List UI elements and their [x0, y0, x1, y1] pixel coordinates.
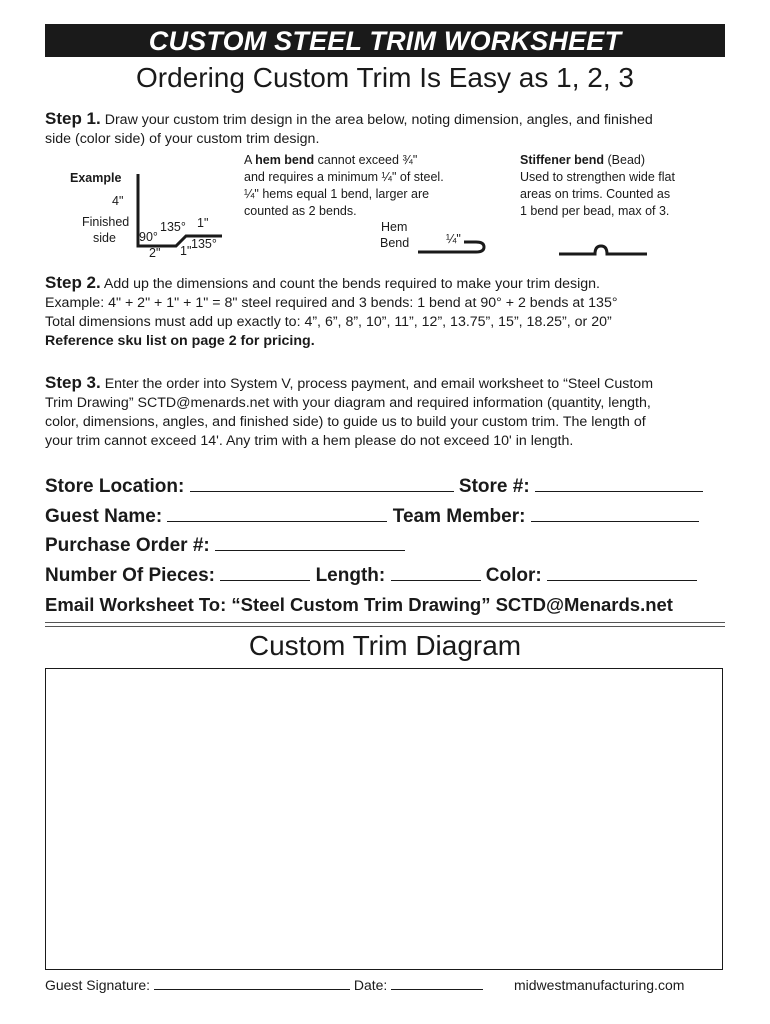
- store-number-label: Store #:: [458, 476, 530, 497]
- step1-text: [45, 109, 735, 149]
- step1-line2: side (color side) of your custom trim design.: [45, 131, 320, 147]
- example-angle-135b: 135°: [191, 237, 217, 251]
- step3-text: Step 3. Enter the order into System V, process payment, and email worksheet to “Steel Custom Trim Drawing” SCTD@menards.net with your diagram and required information (quantity, length, color, dimensions, angles, and finished side) to guide us to build your custom trim. The length of your trim cannot exceed 14'. Any trim with a hem please do not exceed 10' in length.: [45, 373, 654, 449]
- form-row-store: [45, 475, 703, 498]
- team-member-label: Team Member:: [392, 506, 526, 527]
- team-member-field[interactable]: [531, 505, 699, 522]
- number-of-pieces-field[interactable]: [220, 564, 310, 581]
- step1-line1: Draw your custom trim design in the area below, noting dimension, angles, and finished: [104, 112, 653, 128]
- diagram-title: Custom Trim Diagram: [248, 630, 522, 661]
- example-angle-90: 90°: [139, 230, 158, 244]
- step2-text: Step 2. Add up the dimensions and count the bends required to make your trim design. Example: 4" + 2" + 1" + 1" = 8" steel required and 3 bends: 1 bend at 90° + 2 bends at 135° Total dimensions must add up exactly to: 4”, 6”, 8”, 10”, 11”, 12”, 13.75”, 15”, 18.25”, or 20” Reference sku list on page 2 for pricing.: [45, 273, 618, 349]
- hem-bend-term: hem bend: [255, 153, 315, 167]
- step1-label: Step 1.: [45, 109, 101, 128]
- footer-row: [45, 977, 483, 993]
- example-dim-1b: 1": [180, 244, 192, 258]
- purchase-order-field[interactable]: [215, 534, 405, 551]
- store-location-label: Store Location:: [45, 476, 185, 497]
- form-row-pieces: [45, 564, 697, 587]
- guest-signature-label: Guest Signature:: [45, 977, 151, 993]
- website: midwestmanufacturing.com: [514, 977, 685, 993]
- length-field[interactable]: [391, 564, 481, 581]
- hem-diagram-label2: Bend: [380, 236, 410, 250]
- date-label: Date:: [353, 977, 388, 993]
- example-angle-135a: 135°: [160, 220, 186, 234]
- hem-bend-drawing: [416, 238, 488, 256]
- step3-label: Step 3.: [45, 373, 101, 392]
- worksheet-subtitle: Ordering Custom Trim Is Easy as 1, 2, 3: [136, 62, 634, 93]
- hem-description: A hem bend cannot exceed ¾" and requires a minimum ¼" of steel. ¼" hems equal 1 bend, larger are counted as 2 bends.: [244, 153, 444, 218]
- stiffener-bend-term: Stiffener bend: [520, 153, 605, 167]
- stiffener-bead-drawing: [557, 240, 649, 258]
- store-number-field[interactable]: [535, 475, 703, 492]
- example-side: side: [93, 231, 116, 245]
- example-dim-4: 4": [112, 194, 124, 208]
- worksheet-title: CUSTOM STEEL TRIM WORKSHEET: [45, 24, 725, 57]
- example-finished: Finished: [82, 215, 130, 229]
- pricing-reference: Reference sku list on page 2 for pricing.: [45, 333, 315, 349]
- form-row-guest: [45, 505, 699, 528]
- hem-diagram-label1: Hem: [381, 220, 408, 234]
- color-field[interactable]: [547, 564, 697, 581]
- color-label: Color:: [485, 565, 542, 586]
- date-field[interactable]: [391, 977, 483, 990]
- form-row-po: [45, 534, 405, 557]
- number-of-pieces-label: Number Of Pieces:: [45, 565, 215, 586]
- stiffener-description: Stiffener bend (Bead) Used to strengthen wide flat areas on trims. Counted as 1 bend per bead, max of 3.: [520, 153, 675, 218]
- divider-bottom: [45, 626, 725, 627]
- guest-signature-field[interactable]: [154, 977, 350, 990]
- example-dim-2: 2": [149, 246, 161, 260]
- custom-trim-diagram-area[interactable]: [45, 668, 723, 970]
- store-location-field[interactable]: [190, 475, 454, 492]
- step2-label: Step 2.: [45, 273, 101, 292]
- length-label: Length:: [315, 565, 386, 586]
- example-label: Example: [70, 171, 122, 185]
- email-worksheet-line: Email Worksheet To: “Steel Custom Trim Drawing” SCTD@Menards.net: [45, 594, 673, 615]
- guest-name-field[interactable]: [167, 505, 387, 522]
- divider-top: [45, 622, 725, 623]
- example-dim-1a: 1": [197, 216, 209, 230]
- purchase-order-label: Purchase Order #:: [45, 535, 210, 556]
- guest-name-label: Guest Name:: [45, 506, 163, 527]
- hem-diagram-dim: ¼": [446, 232, 461, 246]
